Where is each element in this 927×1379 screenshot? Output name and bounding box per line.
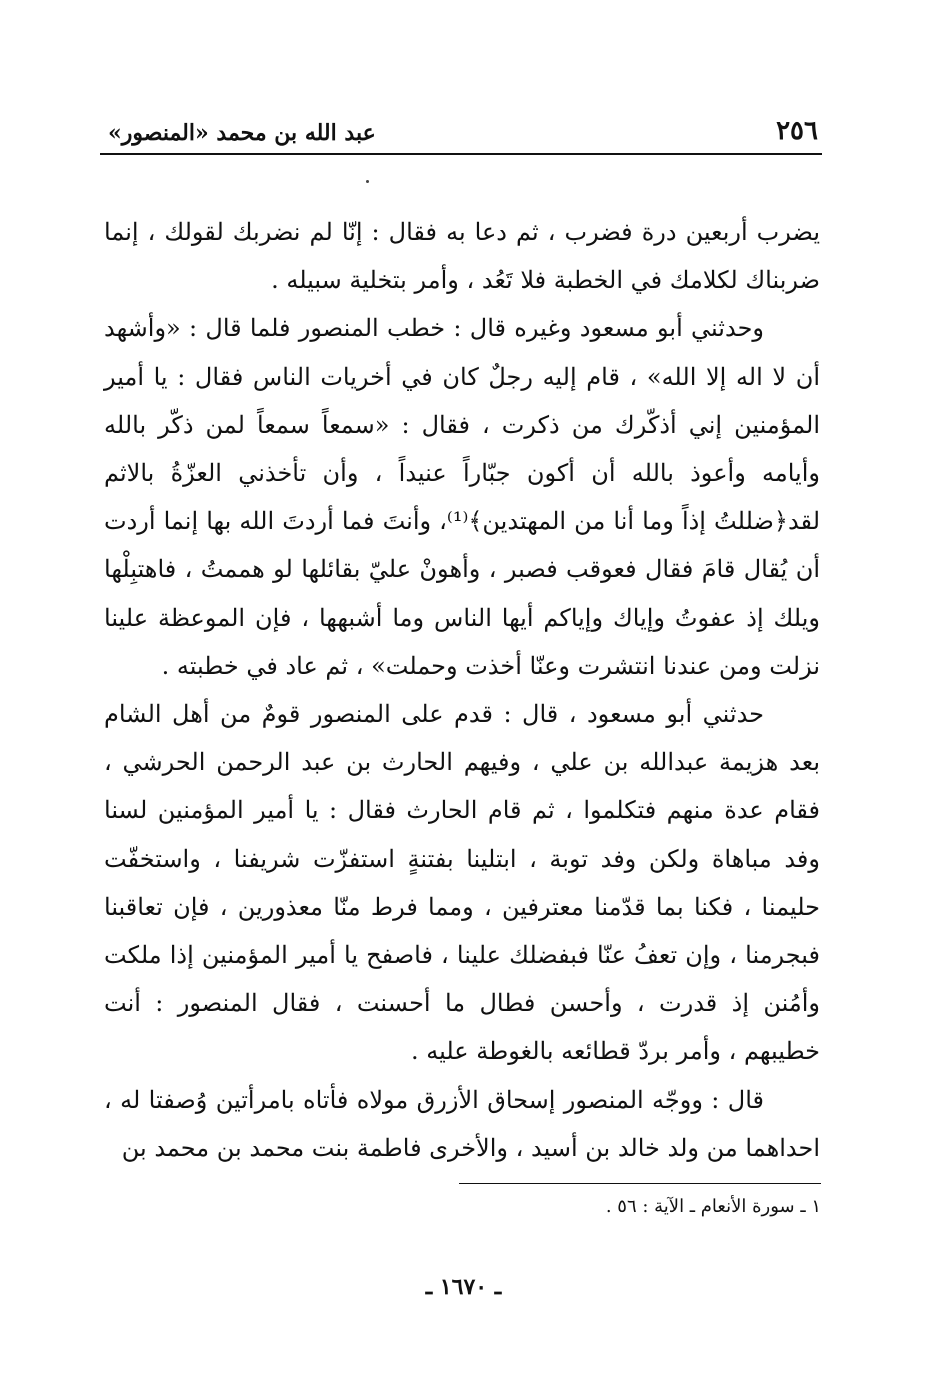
page-number-top: ٢٥٦ <box>776 116 818 146</box>
paragraph-3: حدثني أبو مسعود ، قال : قدم على المنصور قومٌ من أهل الشام بعد هزيمة عبدالله بن علي ، وفيهم الحارث بن عبد الرحمن الحرشي ، فقام عدة منهم فتكلموا ، ثم قام الحارث فقال : يا أمير المؤمنين لسنا وفد مباهاة ولكن وفد توبة ، ابتلينا بفتنةٍ استفزّت شريفنا ، واستخفّت حليمنا ، فكنا بما قدّمنا معترفين ، ومما فرط منّا معذورين ، فإن تعاقبنا فبجرمنا ، وإن تعفُ عنّا فبفضلك علينا ، فاصفح يا أمير المؤمنين إذا ملكت وأمُنن إذ قدرت ، وأحسن فطال ما أحسنت ، فقال المنصور : أنت خطيبهم ، وأمر بردّ قطائعه بالغوطة عليه . <box>104 700 821 1066</box>
paragraph-1: يضرب أربعين درة فضرب ، ثم دعا به فقال : إنّا لم نضربك لقولك ، إنما ضربناك لكلامك في الخطبة فلا تَعُد ، وأمر بتخلية سبيله . <box>104 218 821 295</box>
body-text <box>104 208 820 1172</box>
page-number-bottom: ـ ١٦٧٠ ـ <box>425 1274 502 1300</box>
page-header <box>100 112 822 152</box>
footnote: ١ ـ سورة الأنعام ـ الآية : ٥٦ . <box>605 1196 821 1217</box>
header-dot <box>366 180 369 183</box>
paragraph-2: وحدثني أبو مسعود وغيره قال : خطب المنصور فلما قال : «وأشهد أن لا اله إلا الله» ، قام إليه رجلٌ كان في أخريات الناس فقال : يا أمير المؤمنين إني أذكّرك من ذكرت ، فقال : «سمعاً سمعاً لمن ذكّر بالله وأيامه وأعوذ بالله أن أكون جبّاراً عنيداً ، وأن تأخذني العزّةُ بالاثم لقد﴿ضللتُ إذاً وما أنا من المهتدين﴾⁽¹⁾، وأنتَ فما أردتَ الله بها إنما أردت أن يُقال قامَ فقال فعوقب فصبر ، وأهونْ عليّ بقائلها لو هممتُ ، فاهتبِلْها ويلك إذ عفوتُ وإياك وإياكم أيها الناس وما أشبهها ، فإن الموعظة علينا نزلت ومن عندنا انتشرت وعنّا أخذت وحملت» ، ثم عاد في خطبته . <box>104 314 821 680</box>
paragraph-4: قال : ووجّه المنصور إسحاق الأزرق مولاه فأتاه بامرأتين وُصفتا له ، احداهما من ولد خالد بن أسيد ، والأخرى فاطمة بنت محمد بن محمد بن <box>104 1085 820 1162</box>
running-title: عبد الله بن محمد «المنصور» <box>108 120 376 146</box>
footnote-rule <box>459 1183 821 1184</box>
header-rule <box>100 153 822 155</box>
